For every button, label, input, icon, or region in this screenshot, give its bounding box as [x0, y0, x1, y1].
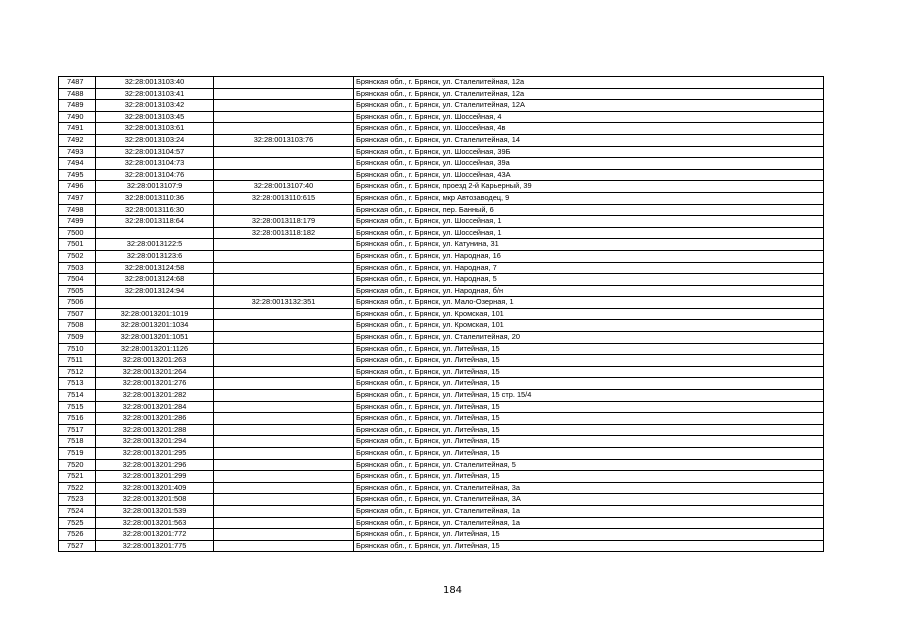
linked-cadastral-number-cell: [214, 274, 354, 286]
linked-cadastral-number-cell: [214, 239, 354, 251]
row-number-cell: 7511: [59, 355, 96, 367]
cadastral-number-cell: 32:28:0013201:284: [96, 401, 214, 413]
cadastral-number-cell: 32:28:0013104:76: [96, 169, 214, 181]
cadastral-number-cell: 32:28:0013201:294: [96, 436, 214, 448]
row-number-cell: 7520: [59, 459, 96, 471]
cadastral-number-cell: 32:28:0013201:772: [96, 529, 214, 541]
cadastral-number-cell: 32:28:0013104:57: [96, 146, 214, 158]
address-cell: Брянская обл., г. Брянск, ул. Сталелитейная, 12А: [354, 100, 824, 112]
cadastral-number-cell: 32:28:0013201:1126: [96, 343, 214, 355]
linked-cadastral-number-cell: [214, 100, 354, 112]
linked-cadastral-number-cell: [214, 262, 354, 274]
table-row: [59, 100, 824, 112]
address-cell: Брянская обл., г. Брянск, ул. Литейная, 15: [354, 436, 824, 448]
linked-cadastral-number-cell: 32:28:0013107:40: [214, 181, 354, 193]
row-number-cell: 7500: [59, 227, 96, 239]
table-row: [59, 169, 824, 181]
row-number-cell: 7510: [59, 343, 96, 355]
table-row: [59, 204, 824, 216]
table-row: [59, 123, 824, 135]
cadastral-number-cell: 32:28:0013118:64: [96, 216, 214, 228]
row-number-cell: 7527: [59, 540, 96, 552]
cadastral-number-cell: 32:28:0013103:42: [96, 100, 214, 112]
row-number-cell: 7513: [59, 378, 96, 390]
cadastral-number-cell: 32:28:0013201:1051: [96, 332, 214, 344]
row-number-cell: 7522: [59, 482, 96, 494]
address-cell: Брянская обл., г. Брянск, ул. Шоссейная, 39а: [354, 158, 824, 170]
address-cell: Брянская обл., г. Брянск, ул. Сталелитейная, 20: [354, 332, 824, 344]
table-row: [59, 274, 824, 286]
address-cell: Брянская обл., г. Брянск, ул. Литейная, 15: [354, 343, 824, 355]
table-row: [59, 540, 824, 552]
address-cell: Брянская обл., г. Брянск, ул. Литейная, 15: [354, 424, 824, 436]
row-number-cell: 7487: [59, 77, 96, 89]
cadastral-number-cell: 32:28:0013201:775: [96, 540, 214, 552]
address-cell: Брянская обл., г. Брянск, ул. Сталелитейная, 12а: [354, 77, 824, 89]
address-cell: Брянская обл., г. Брянск, ул. Сталелитейная, 1а: [354, 517, 824, 529]
row-number-cell: 7501: [59, 239, 96, 251]
table-row: [59, 285, 824, 297]
row-number-cell: 7503: [59, 262, 96, 274]
table-row: [59, 134, 824, 146]
row-number-cell: 7518: [59, 436, 96, 448]
row-number-cell: 7519: [59, 448, 96, 460]
cadastral-number-cell: 32:28:0013103:45: [96, 111, 214, 123]
row-number-cell: 7495: [59, 169, 96, 181]
address-cell: Брянская обл., г. Брянск, ул. Народная, 5: [354, 274, 824, 286]
row-number-cell: 7514: [59, 390, 96, 402]
table-row: [59, 146, 824, 158]
linked-cadastral-number-cell: [214, 146, 354, 158]
address-cell: Брянская обл., г. Брянск, ул. Шоссейная, 4: [354, 111, 824, 123]
linked-cadastral-number-cell: [214, 285, 354, 297]
row-number-cell: 7493: [59, 146, 96, 158]
cadastral-number-cell: 32:28:0013201:1019: [96, 308, 214, 320]
table-row: [59, 216, 824, 228]
row-number-cell: 7491: [59, 123, 96, 135]
address-cell: Брянская обл., г. Брянск, ул. Шоссейная, 43А: [354, 169, 824, 181]
row-number-cell: 7489: [59, 100, 96, 112]
linked-cadastral-number-cell: [214, 424, 354, 436]
linked-cadastral-number-cell: [214, 517, 354, 529]
cadastral-number-cell: 32:28:0013122:5: [96, 239, 214, 251]
cadastral-number-cell: 32:28:0013201:286: [96, 413, 214, 425]
address-cell: Брянская обл., г. Брянск, ул. Катунина, 31: [354, 239, 824, 251]
row-number-cell: 7507: [59, 308, 96, 320]
address-cell: Брянская обл., г. Брянск, ул. Сталелитейная, 3А: [354, 494, 824, 506]
address-cell: Брянская обл., г. Брянск, ул. Литейная, 15: [354, 529, 824, 541]
cadastral-number-cell: 32:28:0013201:276: [96, 378, 214, 390]
cadastral-number-cell: 32:28:0013124:94: [96, 285, 214, 297]
cadastral-number-cell: 32:28:0013201:295: [96, 448, 214, 460]
row-number-cell: 7509: [59, 332, 96, 344]
table-row: [59, 250, 824, 262]
cadastral-number-cell: 32:28:0013201:539: [96, 505, 214, 517]
row-number-cell: 7524: [59, 505, 96, 517]
row-number-cell: 7502: [59, 250, 96, 262]
linked-cadastral-number-cell: [214, 529, 354, 541]
address-cell: Брянская обл., г. Брянск, ул. Мало-Озерная, 1: [354, 297, 824, 309]
linked-cadastral-number-cell: [214, 366, 354, 378]
table-row: [59, 262, 824, 274]
linked-cadastral-number-cell: [214, 343, 354, 355]
linked-cadastral-number-cell: [214, 413, 354, 425]
table-row: [59, 424, 824, 436]
row-number-cell: 7492: [59, 134, 96, 146]
linked-cadastral-number-cell: 32:28:0013103:76: [214, 134, 354, 146]
table-row: [59, 355, 824, 367]
cadastral-number-cell: 32:28:0013107:9: [96, 181, 214, 193]
row-number-cell: 7517: [59, 424, 96, 436]
table-row: [59, 459, 824, 471]
address-cell: Брянская обл., г. Брянск, ул. Сталелитейная, 3а: [354, 482, 824, 494]
row-number-cell: 7496: [59, 181, 96, 193]
address-cell: Брянская обл., г. Брянск, ул. Кромская, 101: [354, 308, 824, 320]
table-row: [59, 192, 824, 204]
cadastral-number-cell: 32:28:0013201:282: [96, 390, 214, 402]
table-row: [59, 378, 824, 390]
table-row: [59, 88, 824, 100]
linked-cadastral-number-cell: [214, 123, 354, 135]
table-row: [59, 297, 824, 309]
address-cell: Брянская обл., г. Брянск, пер. Банный, 6: [354, 204, 824, 216]
cadastral-number-cell: 32:28:0013116:30: [96, 204, 214, 216]
address-cell: Брянская обл., г. Брянск, ул. Литейная, 15: [354, 413, 824, 425]
row-number-cell: 7505: [59, 285, 96, 297]
cadastral-number-cell: [96, 227, 214, 239]
linked-cadastral-number-cell: [214, 355, 354, 367]
linked-cadastral-number-cell: [214, 77, 354, 89]
row-number-cell: 7497: [59, 192, 96, 204]
cadastral-number-cell: 32:28:0013201:563: [96, 517, 214, 529]
linked-cadastral-number-cell: [214, 471, 354, 483]
cadastral-number-cell: 32:28:0013201:296: [96, 459, 214, 471]
row-number-cell: 7499: [59, 216, 96, 228]
linked-cadastral-number-cell: [214, 540, 354, 552]
row-number-cell: 7512: [59, 366, 96, 378]
table-row: [59, 158, 824, 170]
cadastral-number-cell: 32:28:0013201:508: [96, 494, 214, 506]
cadastral-number-cell: 32:28:0013103:61: [96, 123, 214, 135]
row-number-cell: 7488: [59, 88, 96, 100]
row-number-cell: 7516: [59, 413, 96, 425]
linked-cadastral-number-cell: [214, 390, 354, 402]
linked-cadastral-number-cell: [214, 436, 354, 448]
table-row: [59, 366, 824, 378]
registry-table: [58, 76, 824, 552]
linked-cadastral-number-cell: [214, 111, 354, 123]
address-cell: Брянская обл., г. Брянск, ул. Сталелитейная, 14: [354, 134, 824, 146]
table-row: [59, 401, 824, 413]
address-cell: Брянская обл., г. Брянск, ул. Литейная, 15: [354, 366, 824, 378]
table-row: [59, 227, 824, 239]
linked-cadastral-number-cell: [214, 308, 354, 320]
table-row: [59, 320, 824, 332]
cadastral-number-cell: 32:28:0013103:24: [96, 134, 214, 146]
linked-cadastral-number-cell: 32:28:0013132:351: [214, 297, 354, 309]
cadastral-number-cell: 32:28:0013201:263: [96, 355, 214, 367]
cadastral-number-cell: 32:28:0013201:288: [96, 424, 214, 436]
linked-cadastral-number-cell: [214, 158, 354, 170]
address-cell: Брянская обл., г. Брянск, ул. Народная, 7: [354, 262, 824, 274]
table-row: [59, 343, 824, 355]
linked-cadastral-number-cell: [214, 250, 354, 262]
cadastral-number-cell: 32:28:0013103:40: [96, 77, 214, 89]
cadastral-number-cell: 32:28:0013201:264: [96, 366, 214, 378]
linked-cadastral-number-cell: 32:28:0013118:182: [214, 227, 354, 239]
table-row: [59, 517, 824, 529]
cadastral-number-cell: 32:28:0013103:41: [96, 88, 214, 100]
row-number-cell: 7521: [59, 471, 96, 483]
address-cell: Брянская обл., г. Брянск, проезд 2-й Карьерный, 39: [354, 181, 824, 193]
address-cell: Брянская обл., г. Брянск, ул. Народная, б/н: [354, 285, 824, 297]
address-cell: Брянская обл., г. Брянск, ул. Кромская, 101: [354, 320, 824, 332]
linked-cadastral-number-cell: 32:28:0013110:615: [214, 192, 354, 204]
address-cell: Брянская обл., г. Брянск, ул. Шоссейная, 1: [354, 227, 824, 239]
linked-cadastral-number-cell: [214, 459, 354, 471]
cadastral-number-cell: 32:28:0013104:73: [96, 158, 214, 170]
linked-cadastral-number-cell: [214, 448, 354, 460]
address-cell: Брянская обл., г. Брянск, ул. Литейная, 15 стр. 15/4: [354, 390, 824, 402]
address-cell: Брянская обл., г. Брянск, ул. Литейная, 15: [354, 401, 824, 413]
cadastral-number-cell: [96, 297, 214, 309]
linked-cadastral-number-cell: [214, 401, 354, 413]
linked-cadastral-number-cell: 32:28:0013118:179: [214, 216, 354, 228]
table-row: [59, 436, 824, 448]
address-cell: Брянская обл., г. Брянск, ул. Сталелитейная, 12а: [354, 88, 824, 100]
table-row: [59, 77, 824, 89]
address-cell: Брянская обл., г. Брянск, ул. Литейная, 15: [354, 471, 824, 483]
linked-cadastral-number-cell: [214, 378, 354, 390]
linked-cadastral-number-cell: [214, 88, 354, 100]
address-cell: Брянская обл., г. Брянск, ул. Сталелитейная, 1а: [354, 505, 824, 517]
table-row: [59, 529, 824, 541]
linked-cadastral-number-cell: [214, 494, 354, 506]
row-number-cell: 7504: [59, 274, 96, 286]
row-number-cell: 7498: [59, 204, 96, 216]
linked-cadastral-number-cell: [214, 332, 354, 344]
row-number-cell: 7525: [59, 517, 96, 529]
row-number-cell: 7523: [59, 494, 96, 506]
cadastral-number-cell: 32:28:0013110:36: [96, 192, 214, 204]
table-row: [59, 308, 824, 320]
cadastral-number-cell: 32:28:0013124:58: [96, 262, 214, 274]
row-number-cell: 7506: [59, 297, 96, 309]
linked-cadastral-number-cell: [214, 204, 354, 216]
table-row: [59, 471, 824, 483]
address-cell: Брянская обл., г. Брянск, ул. Сталелитейная, 5: [354, 459, 824, 471]
linked-cadastral-number-cell: [214, 169, 354, 181]
linked-cadastral-number-cell: [214, 482, 354, 494]
row-number-cell: 7508: [59, 320, 96, 332]
address-cell: Брянская обл., г. Брянск, ул. Шоссейная, 39Б: [354, 146, 824, 158]
cadastral-number-cell: 32:28:0013201:409: [96, 482, 214, 494]
table-row: [59, 448, 824, 460]
table-row: [59, 390, 824, 402]
address-cell: Брянская обл., г. Брянск, мкр Автозаводец, 9: [354, 192, 824, 204]
linked-cadastral-number-cell: [214, 505, 354, 517]
table-row: [59, 111, 824, 123]
table-row: [59, 413, 824, 425]
address-cell: Брянская обл., г. Брянск, ул. Народная, 16: [354, 250, 824, 262]
address-cell: Брянская обл., г. Брянск, ул. Шоссейная, 4в: [354, 123, 824, 135]
table-row: [59, 494, 824, 506]
address-cell: Брянская обл., г. Брянск, ул. Литейная, 15: [354, 355, 824, 367]
address-cell: Брянская обл., г. Брянск, ул. Литейная, 15: [354, 378, 824, 390]
cadastral-number-cell: 32:28:0013201:299: [96, 471, 214, 483]
table-row: [59, 505, 824, 517]
cadastral-number-cell: 32:28:0013123:6: [96, 250, 214, 262]
row-number-cell: 7526: [59, 529, 96, 541]
address-cell: Брянская обл., г. Брянск, ул. Литейная, 15: [354, 540, 824, 552]
address-cell: Брянская обл., г. Брянск, ул. Литейная, 15: [354, 448, 824, 460]
linked-cadastral-number-cell: [214, 320, 354, 332]
table-row: [59, 239, 824, 251]
row-number-cell: 7494: [59, 158, 96, 170]
address-cell: Брянская обл., г. Брянск, ул. Шоссейная, 1: [354, 216, 824, 228]
row-number-cell: 7490: [59, 111, 96, 123]
registry-table-body: [59, 77, 824, 552]
row-number-cell: 7515: [59, 401, 96, 413]
page-number: 184: [442, 585, 463, 596]
cadastral-number-cell: 32:28:0013201:1034: [96, 320, 214, 332]
cadastral-number-cell: 32:28:0013124:68: [96, 274, 214, 286]
table-row: [59, 332, 824, 344]
table-row: [59, 181, 824, 193]
table-row: [59, 482, 824, 494]
